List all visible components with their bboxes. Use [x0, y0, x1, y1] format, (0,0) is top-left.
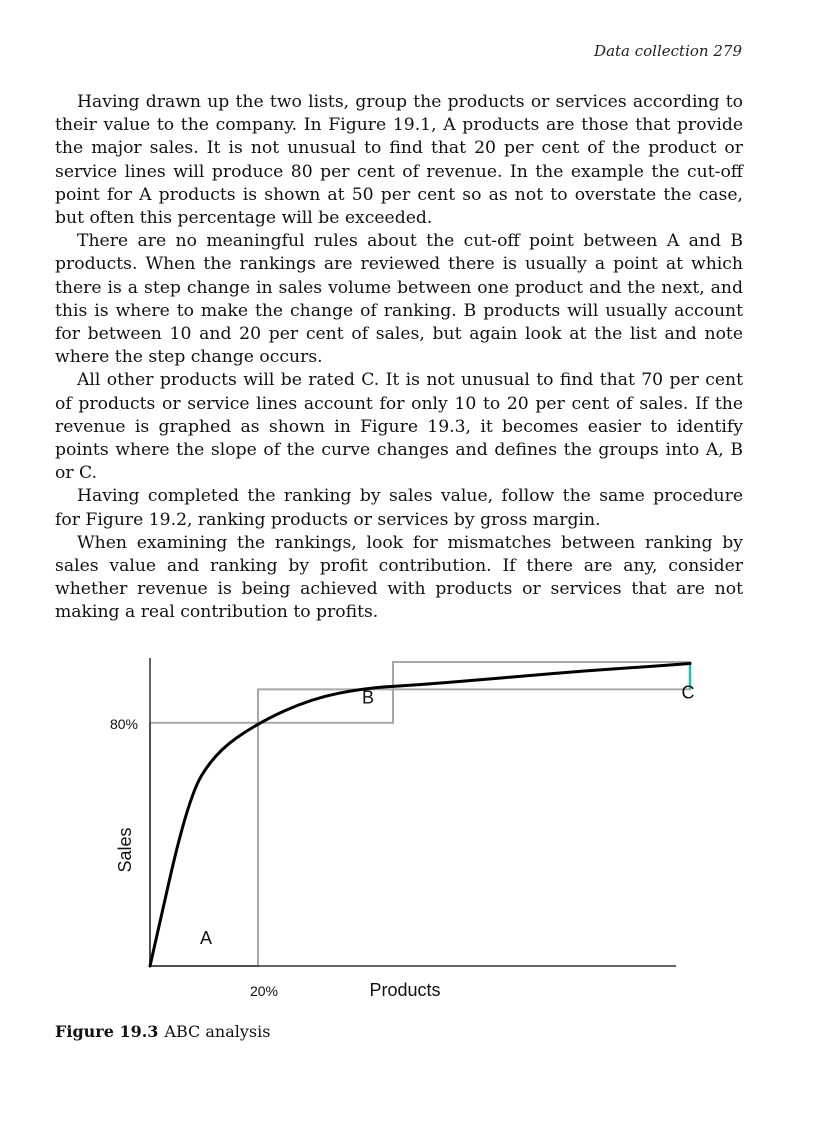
zone-c-label: C	[681, 682, 695, 703]
paragraph-4: Having completed the ranking by sales value, follow the same procedure for Figure 19.2, ranking products or services by gross margin.	[55, 486, 743, 530]
body-text	[55, 91, 743, 625]
x-axis-label: Products	[369, 980, 441, 1000]
running-header	[560, 42, 742, 60]
y-tick-label: 80%	[109, 715, 138, 732]
x-tick-label: 20%	[249, 983, 279, 999]
paragraph-5: When examining the rankings, look for mismatches between ranking by sales value and ranking by profit contribution. If there are any, consider whether revenue is being achieved with products or services that are not making a real contribution to profits.	[55, 532, 743, 623]
zone-b-label: B	[361, 687, 375, 708]
y-axis-label: Sales	[115, 827, 135, 873]
paragraph-3: All other products will be rated C. It is not unusual to find that 70 per cent of products or service lines account for only 10 to 20 per cent of sales. If the revenue is graphed as shown in Figure 19.3, it becomes easier to identify points where the slope of the curve changes and defines the groups into A, B or C.	[55, 370, 743, 484]
header-page-number: 279	[713, 42, 742, 60]
figure-caption	[55, 1022, 270, 1041]
cumulative-sales-curve	[150, 664, 690, 966]
paragraph-1: Having drawn up the two lists, group the products or services according to their value to the company. In Figure 19.1, A products are those that provide the major sales. It is not unusual to find that 20 per cent of the product or service lines will produce 80 per cent of revenue. In the example the cut-off point for A products is shown at 50 per cent so as not to overstate the case, but often this percentage will be exceeded.	[55, 92, 743, 229]
abc-analysis-chart	[0, 640, 816, 1010]
figure-label: Figure 19.3	[55, 1022, 159, 1041]
figure-caption-text: ABC analysis	[164, 1022, 271, 1041]
header-section: Data collection	[594, 42, 709, 60]
zone-a-label: A	[199, 928, 213, 948]
paragraph-2: There are no meaningful rules about the cut-off point between A and B products. When the rankings are reviewed there is usually a point at which there is a step change in sales volume between one product and the next, and this is where to make the change of ranking. B products will usually account for between 10 and 20 per cent of sales, but again look at the list and note where the step change occurs.	[55, 231, 743, 368]
